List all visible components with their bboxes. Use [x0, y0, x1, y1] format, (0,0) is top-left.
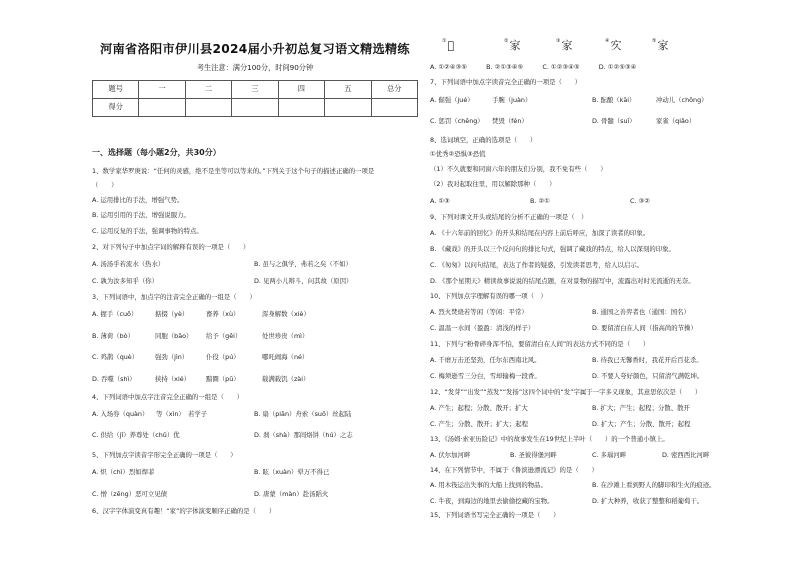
score-cell[interactable] — [278, 99, 324, 117]
q4-option-d[interactable]: D. 刹（shà）那间烙饼（hú）之志 — [254, 431, 353, 439]
question-1-cont: （ ） — [92, 181, 118, 189]
q12-option-b[interactable]: B. 扩大；产生；起程；分散、散开 — [592, 404, 690, 412]
score-table-header-row — [93, 81, 418, 99]
q5-option-d[interactable]: D. 唐蒙（màn）赴汤蹈火 — [254, 490, 329, 498]
question-15: 15、下列词语书写完全正确的一项是（ ） — [430, 511, 560, 519]
glyph-3: ③家 — [556, 38, 573, 52]
q8-sentence-1: （1）不久就要和同窗六年的朋友们分别，我不免有些（ ） — [430, 165, 607, 173]
q3-option-b-word: 给予（gěi） — [206, 332, 242, 340]
q11-option-c[interactable]: C. 梅须逊雪三分白，雪却输梅一段香。 — [430, 372, 541, 380]
q3-option-d[interactable]: D. 吞噬（shì） — [92, 375, 136, 383]
score-header-cell: 三 — [232, 81, 278, 99]
q7-option-a[interactable]: A. 倔强（jué） — [430, 96, 474, 104]
question-14: 14、在下列情节中，不属于《鲁滨逊漂流记》的是（ ） — [430, 466, 598, 474]
q1-option-c[interactable]: C. 运用反复的手法，强调事物的特点。 — [92, 227, 203, 235]
q4-option-a-word: 等（xìn） — [156, 410, 185, 418]
q9-option-c[interactable]: C. 《匆匆》以问句结尾，表达了作者的疑惑，引发读者思考，给人以启示。 — [430, 261, 644, 269]
q8-option-a[interactable]: A. ①③ — [430, 197, 450, 205]
q7-option-c[interactable]: C. 惩罚（chěng） — [430, 117, 484, 125]
q4-option-b[interactable]: B. 扇（piān）舟索（suǒ）丝起陆 — [254, 410, 352, 418]
q14-option-d[interactable]: D. 扩大种养，收获了整整和稻葡萄干。 — [592, 497, 704, 505]
q8-option-c[interactable]: C. ③② — [630, 197, 650, 205]
q2-option-b[interactable]: B. 虽与之俱学，弗若之矣（不如） — [254, 260, 352, 268]
page-title: 河南省洛阳市伊川县2024届小升初总复习语文精选精练 — [100, 42, 410, 56]
question-12: 12、“发芽”“出发”“蒸发”“发扬”这四个词中的“发”字属于一字多义现象，其意思依次是（ ） — [430, 388, 702, 396]
question-3: 3、下列词语中，加点字的注音完全正确的一组是（ ） — [92, 293, 256, 301]
question-11: 11、下列与“粉骨碎身浑不怕，要留清白在人间”的表达方式不同的是（ ） — [430, 340, 650, 348]
q3-option-b[interactable]: B. 薄荷（bò） — [92, 332, 134, 340]
q7-option-b[interactable]: B. 酝酿（kāi） — [592, 96, 636, 104]
q3-option-d-word: 载满载饥（zài） — [262, 375, 310, 383]
q12-option-c[interactable]: C. 产生；分散、散开；扩大；起程 — [430, 420, 528, 428]
q7-option-b-word: 冲动儿（chōng） — [656, 96, 708, 104]
q8-sentence-2: （2）我对起取往里，用以解除那种（ ） — [430, 180, 556, 188]
q8-words: ①优秀②恐惧③恐慌 — [430, 150, 486, 158]
q4-option-c[interactable]: C. 供给（jǐ）养尊处（chǔ）优 — [92, 431, 180, 439]
q12-option-a[interactable]: A. 产生；起程；分散、散开；扩大 — [430, 404, 528, 412]
q5-option-a[interactable]: A. 炽（chì）烈如焊菲 — [92, 468, 155, 476]
q3-option-d-word: 挟持（xié） — [155, 375, 191, 383]
q6-options[interactable]: A. ①②④③⑤ B. ②①③④⑤ C. ①②③④⑤ D. ①②⑤③④ — [430, 63, 637, 71]
q14-option-c[interactable]: C. 牛夜，到海边的地里去偷偷挖藏的宝物。 — [430, 497, 554, 505]
q8-option-b[interactable]: B. ②① — [530, 197, 550, 205]
q10-option-d[interactable]: D. 要留清白在人间（指高尚的节操） — [592, 324, 697, 332]
q3-option-a-word: 掂掇（yè） — [155, 310, 189, 318]
q3-option-b-word: 同胞（bāo） — [155, 332, 193, 340]
score-cell[interactable] — [139, 99, 185, 117]
q5-option-c[interactable]: C. 憎（zēng）恶可立见债 — [92, 490, 168, 498]
score-header-cell: 二 — [185, 81, 231, 99]
q4-option-a[interactable]: A. 入场券（quàn） — [92, 410, 149, 418]
glyph-5: ⑤家 — [652, 38, 669, 52]
score-row-label: 得分 — [93, 99, 139, 117]
score-cell[interactable] — [325, 99, 371, 117]
score-header-cell: 五 — [325, 81, 371, 99]
score-header-cell: 总分 — [371, 81, 417, 99]
question-4: 4、下列词语中加点字注音完全正确的一组是（ ） — [92, 393, 244, 401]
q13-option-d[interactable]: D. 密西西比河畔 — [662, 451, 710, 459]
q3-option-b-word: 处世珍贵（mì） — [262, 332, 309, 340]
score-header-cell: 四 — [278, 81, 324, 99]
q7-option-d-word: 家雀（qiǎo） — [656, 117, 696, 125]
q10-option-b[interactable]: B. 通国之善弈者也（通国：国名） — [592, 308, 690, 316]
q11-option-d[interactable]: D. 不要人夸好颜色，只留清气满乾坤。 — [592, 372, 704, 380]
score-header-cell: 一 — [139, 81, 185, 99]
q7-option-d[interactable]: D. 骨髓（suǐ） — [592, 117, 636, 125]
q7-option-a-word: 手腕（juàn） — [492, 96, 532, 104]
score-table-score-row — [93, 99, 418, 117]
q1-option-a[interactable]: A. 运用排比的手法，增强气势。 — [92, 196, 184, 204]
q12-option-d[interactable]: D. 扩大；产生；分散、散开；起程 — [592, 420, 691, 428]
question-8: 8、选词填空，正确的选项是（ ） — [430, 136, 537, 144]
glyph-1: ①𠆧 — [442, 38, 455, 52]
q10-option-a[interactable]: A. 烈火焚烧若等闲（等闲：平常） — [430, 308, 528, 316]
q3-option-a-word: 浑身解数（xiè） — [262, 310, 310, 318]
question-1: 1、数学家华罗庚说：“任何的灵感，绝不是坐等可以等来的。”下列关于这个句子的描述正确的一项是 — [92, 167, 375, 175]
score-cell[interactable] — [185, 99, 231, 117]
question-7: 7、下列词语中加点字读音完全正确的一项是（ ） — [430, 78, 582, 86]
q11-option-b[interactable]: B. 待我已无馨香时，我花开后百花杀。 — [592, 356, 703, 364]
score-header-cell: 题号 — [93, 81, 139, 99]
question-9: 9、下列对课文开头或结尾的分析不正确的一项是（ ） — [430, 213, 588, 221]
q9-option-b[interactable]: B. 《藏戏》的开头以三个反问句的排比句式，强调了藏戏的特点，给人以深刻的印象。 — [430, 245, 675, 253]
question-10: 10、下列加点字理解有误的哪一项（ ） — [430, 292, 547, 300]
q3-option-c[interactable]: C. 鸡鹊（què） — [92, 353, 139, 361]
q5-option-b[interactable]: B. 眩（xuàn）晕万不得已 — [254, 468, 330, 476]
glyph-2: ②家 — [504, 38, 521, 52]
question-5: 5、下列加点字读音字形完全正确的一项是（ ） — [92, 451, 237, 459]
q13-option-c[interactable]: C. 多瑙河畔 — [592, 451, 627, 459]
q9-option-a[interactable]: A. 《十六年前的回忆》的开头和结尾在内容上前后呼应，加深了读者的印象。 — [430, 229, 650, 237]
q14-option-b[interactable]: B. 在沙滩上看到野人的脚印和生火的痕迹。 — [592, 481, 716, 489]
q3-option-c-word: 强劲（jìn） — [155, 353, 189, 361]
q13-option-b[interactable]: B. 圣彼得堡河畔 — [510, 451, 557, 459]
question-6: 6、汉字字体演变真有趣！“家”的字体演变顺序正确的是（ ） — [92, 507, 276, 515]
q3-option-c-word: 哪吒闹海（né） — [262, 353, 309, 361]
question-13: 13、《汤姆·索亚历险记》中的故事发生在19世纪上半叶（ ）的一个普通小镇上。 — [430, 435, 669, 443]
q13-option-a[interactable]: A. 伏尔加河畔 — [430, 451, 471, 459]
glyph-row — [430, 40, 690, 60]
glyph-4: ④㝌 — [605, 38, 622, 52]
q3-option-a[interactable]: A. 握手（cuō） — [92, 310, 138, 318]
q9-option-d[interactable]: D. 《那个星期天》精读故事说说的结尾点题，在对景物的描写中，流露出对时光流逝的无奈。 — [430, 277, 695, 285]
exam-notice: 考生注意：满分100分，时间90分钟 — [196, 63, 314, 72]
q4-option-a-word: 若学子 — [188, 410, 208, 418]
q2-option-a[interactable]: A. 汤汤乎若流水（热水） — [92, 260, 165, 268]
q2-option-d[interactable]: D. 见两小儿辩斗，问其故（原因） — [254, 277, 353, 285]
q1-option-b[interactable]: B. 运用引用的手法，增强说服力。 — [92, 211, 190, 219]
q3-option-c-word: 仆役（pú） — [206, 353, 240, 361]
score-table — [92, 80, 418, 117]
q11-option-a[interactable]: A. 千磨万击还坚劲，任尔东西南北风。 — [430, 356, 541, 364]
q14-option-a[interactable]: A. 用木筏运出失事的大船上找到的物品。 — [430, 481, 547, 489]
q2-option-c[interactable]: C. 孰为汝多知乎（你） — [92, 277, 159, 285]
q10-option-c[interactable]: C. 温温一水间（盈盈：清浅的样子） — [430, 324, 535, 332]
question-2: 2、对下列句子中加点字词的解释有误的一项是（ ） — [92, 243, 250, 251]
score-cell[interactable] — [232, 99, 278, 117]
q7-option-c-word: 焚毁（fén） — [492, 117, 528, 125]
score-cell[interactable] — [371, 99, 417, 117]
section-heading: 一、选择题（每小题2分，共30分） — [92, 148, 221, 157]
q3-option-a-word: 畜养（xù） — [206, 310, 240, 318]
q3-option-d-word: 黯圈（pū） — [206, 375, 240, 383]
